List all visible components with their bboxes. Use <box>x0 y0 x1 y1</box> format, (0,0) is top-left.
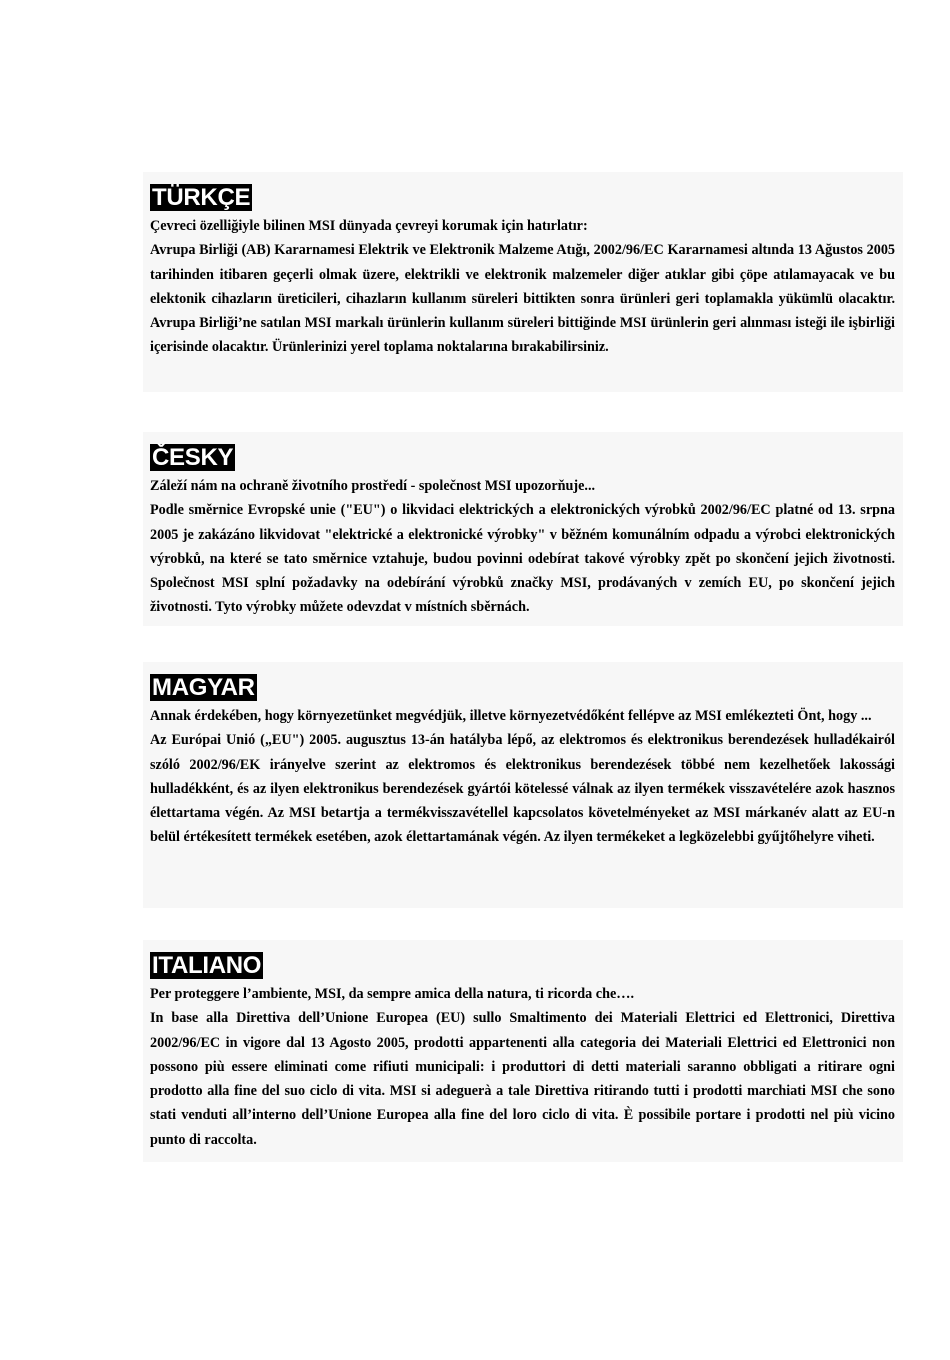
section-italiano <box>143 940 903 1162</box>
section-heading-cesky: ČESKY <box>152 444 234 471</box>
section-heading-italiano: ITALIANO <box>152 952 262 979</box>
section-cesky <box>143 432 903 626</box>
section-heading-turkce: TÜRKÇE <box>152 184 251 211</box>
section-intro-italiano: Per proteggere l’ambiente, MSI, da sempre amica della natura, ti ricorda che…. <box>150 986 634 1002</box>
section-body-magyar: Az Európai Unió („EU") 2005. augusztus 13-án hatályba lépő, az elektromos és elektronikus berendezések hulladékairól szóló 2002/96/EK irányelve szerint az elektromos és elektronikus berendezések többé nem kezelhetőek lakossági hulladékként, és az ilyen elektronikus berendezések gyártói kötelessé válnak az ilyen termékek visszavételére azok hasznos élettartama végén. Az MSI betartja a termékvisszavétellel kapcsolatos követelményeket az MSI márkanév alatt az EU-n belül értékesített termékek esetében, azok élettartamának végén. Az ilyen termékeket a legközelebbi gyűjtőhelyre viheti. <box>150 732 895 846</box>
section-heading-magyar: MAGYAR <box>152 674 255 701</box>
section-body-italiano: In base alla Direttiva dell’Unione Europea (EU) sullo Smaltimento dei Materiali Elettrici ed Elettronici, Direttiva 2002/96/EC in vigore dal 13 Agosto 2005, prodotti appartenenti alla categoria dei Materiali Elettrici ed Elettronici non possono più essere eliminati come rifiuti municipali: i produttori di detti materiali saranno obbligati a ritirare ogni prodotto alla fine del suo ciclo di vita. MSI si adeguerà a tale Direttiva ritirando tutti i prodotti marchiati MSI che sono stati venduti all’interno dell’Unione Europea alla fine del loro ciclo di vita. È possibile portare i prodotti nel più vicino punto di raccolta. <box>150 1010 895 1148</box>
section-body-cesky: Podle směrnice Evropské unie ("EU") o likvidaci elektrických a elektronických výrobků 2002/96/EC platné od 13. srpna 2005 je zakázáno likvidovat "elektrické a elektronické výrobky" v běžném komunálním odpadu a výrobci elektronických výrobků, na které se tato směrnice vztahuje, budou povinni odebírat takové výrobky zpět po skončení jejich životnosti. Společnost MSI splní požadavky na odebírání výrobků značky MSI, prodávaných v zemích EU, po skončení jejich životnosti. Tyto výrobky můžete odevzdat v místních sběrnách. <box>150 502 895 616</box>
section-intro-cesky: Záleží nám na ochraně životního prostředí - společnost MSI upozorňuje... <box>150 478 596 494</box>
section-turkce <box>143 172 903 392</box>
section-body-turkce: Avrupa Birliği (AB) Kararnamesi Elektrik ve Elektronik Malzeme Atığı, 2002/96/EC Kararnamesi altında 13 Ağustos 2005 tarihinden itibaren geçerli olmak üzere, elektrikli ve elektronik malzemeler diğer atıklar gibi çöpe atılamayacak ve bu elektonik cihazların üreticileri, cihazların kullanım süreleri bittikten sonra ürünleri geri toplamakla yükümlü olacaktır. Avrupa Birliği’ne satılan MSI markalı ürünlerin kullanım süreleri bittiğinde MSI ürünlerin geri alınması isteği ile işbirliği içerisinde olacaktır. Ürünlerinizi yerel toplama noktalarına bırakabilirsiniz. <box>150 242 895 356</box>
section-intro-turkce: Çevreci özelliğiyle bilinen MSI dünyada çevreyi korumak için hatırlatır: <box>150 218 588 234</box>
section-intro-magyar: Annak érdekében, hogy környezetünket megvédjük, illetve környezetvédőként fellépve az MSI emlékezteti Önt, hogy ... <box>150 708 872 724</box>
section-magyar <box>143 662 903 908</box>
